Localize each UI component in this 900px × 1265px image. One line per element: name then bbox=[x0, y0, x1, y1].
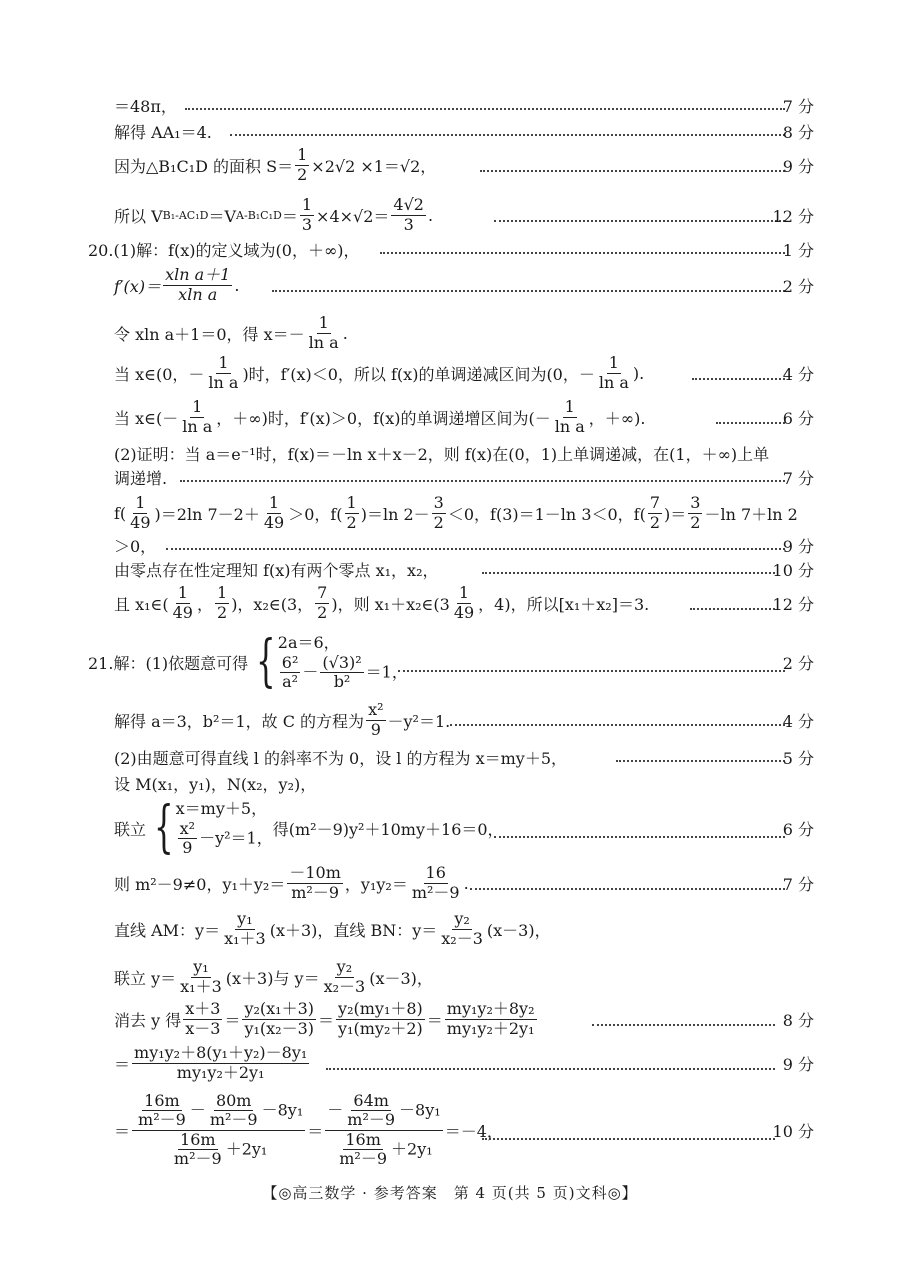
numerator: y₁ bbox=[237, 909, 253, 929]
denominator: 3 bbox=[301, 214, 313, 234]
numerator: 1 bbox=[135, 493, 146, 513]
fraction bbox=[439, 910, 485, 948]
text-part: . bbox=[234, 275, 240, 295]
denominator: 2 bbox=[690, 512, 701, 532]
score: 9 分 bbox=[782, 1054, 814, 1074]
fraction bbox=[345, 494, 359, 532]
denominator: my₁y₂＋2y₁ bbox=[446, 1018, 535, 1038]
line-text: ＝48π， bbox=[114, 96, 177, 116]
text-part: (x＋3)，直线 BN：y＝ bbox=[269, 920, 438, 940]
line-text bbox=[114, 1040, 311, 1086]
numerator: my₁y₂＋8y₂ bbox=[446, 999, 535, 1019]
numerator bbox=[325, 1092, 442, 1131]
denominator: ln a bbox=[182, 416, 213, 436]
system-row bbox=[176, 820, 273, 858]
text-part: 且 x₁∈( bbox=[114, 594, 169, 614]
denominator: x－3 bbox=[185, 1018, 221, 1038]
brace-icon: { bbox=[256, 628, 276, 694]
fraction bbox=[597, 354, 631, 392]
text-part: 得(m²－9)y²＋10my＋16＝0， bbox=[272, 819, 504, 839]
denominator: m²－9 bbox=[209, 1110, 258, 1130]
score: 4 分 bbox=[782, 711, 814, 731]
denominator: x₁＋3 bbox=[180, 976, 222, 996]
equation-system bbox=[146, 794, 273, 860]
fraction bbox=[410, 864, 462, 902]
text-part: 21.解：(1)依题意可得 bbox=[88, 653, 249, 673]
numerator: 1 bbox=[318, 313, 329, 333]
text-part: ＋2y₁ bbox=[225, 1138, 268, 1158]
denominator: x₂－3 bbox=[441, 928, 483, 948]
line-text: 由零点存在性定理知 f(x)有两个零点 x₁，x₂， bbox=[114, 560, 439, 580]
denominator: 49 bbox=[263, 512, 285, 532]
system-row: x＝my＋5， bbox=[175, 798, 268, 818]
text-part: －8y₁ bbox=[399, 1100, 441, 1120]
text-part: ＝1， bbox=[365, 661, 408, 681]
leader-dots bbox=[470, 860, 785, 906]
line-text bbox=[114, 860, 469, 906]
leader-dots bbox=[494, 790, 785, 866]
compound-fraction bbox=[132, 1092, 305, 1169]
fraction bbox=[280, 654, 301, 692]
text-part: － bbox=[327, 1100, 344, 1120]
denominator: m²－9 bbox=[411, 882, 460, 902]
system-row: 2a＝6， bbox=[277, 632, 340, 652]
fraction bbox=[445, 1000, 537, 1038]
line-text bbox=[114, 906, 551, 952]
numerator: －10m bbox=[289, 863, 341, 883]
denominator: ln a bbox=[308, 332, 339, 352]
fraction bbox=[171, 584, 195, 622]
text-part: ×4×√2＝ bbox=[316, 206, 390, 226]
brace-icon: { bbox=[154, 794, 174, 860]
text-part: 联立 y＝ bbox=[114, 968, 177, 988]
text-part: ，4)，所以[x₁＋x₂]＝3. bbox=[478, 594, 650, 614]
text-part: 所以 V bbox=[114, 206, 163, 226]
denominator: x₁＋3 bbox=[224, 928, 266, 948]
leader-dots bbox=[450, 698, 785, 742]
denominator: m²－9 bbox=[339, 1148, 388, 1168]
denominator: 9 bbox=[182, 837, 193, 857]
leader-dots bbox=[592, 996, 775, 1042]
text-part: 则 m²－9≠0，y₁＋y₂＝ bbox=[114, 874, 286, 894]
fraction bbox=[208, 1092, 260, 1130]
numerator: 1 bbox=[297, 145, 308, 165]
denominator: xln a bbox=[178, 284, 218, 304]
fraction bbox=[432, 494, 446, 532]
score: 7 分 bbox=[782, 96, 814, 116]
text-part: ＜0，f(3)＝1－ln 3＜0，f( bbox=[447, 504, 646, 524]
denominator: x₂－3 bbox=[323, 976, 366, 996]
score: 10 分 bbox=[772, 560, 814, 580]
score: 12 分 bbox=[772, 594, 814, 614]
line-6 bbox=[0, 262, 900, 308]
fraction bbox=[322, 958, 368, 996]
leader-dots bbox=[380, 232, 785, 266]
numerator bbox=[132, 1092, 305, 1131]
line-8 bbox=[0, 350, 900, 396]
numerator: 1 bbox=[192, 397, 203, 417]
numerator: xln a＋1 bbox=[165, 265, 231, 285]
denominator: 2 bbox=[217, 602, 228, 622]
fraction bbox=[295, 146, 309, 184]
line-text: 设 M(x₁，y₁)，N(x₂，y₂)， bbox=[114, 774, 317, 794]
line-text bbox=[114, 790, 504, 866]
text-part: ＝－4， bbox=[444, 1121, 503, 1141]
numerator: 1 bbox=[301, 195, 313, 215]
line-text bbox=[114, 394, 645, 440]
score: 9 分 bbox=[782, 536, 814, 556]
fraction bbox=[366, 701, 385, 739]
line-text: 20.(1)解：f(x)的定义域为(0，＋∞)， bbox=[88, 240, 360, 260]
line-text bbox=[114, 698, 450, 742]
numerator: 64m bbox=[353, 1090, 389, 1110]
numerator: 1 bbox=[564, 397, 575, 417]
fraction bbox=[648, 494, 662, 532]
leader-dots bbox=[692, 350, 785, 396]
denominator: m²－9 bbox=[291, 882, 340, 902]
text-part: － bbox=[189, 1100, 206, 1120]
leader-dots bbox=[272, 262, 785, 308]
line-text: (2)证明：当 a＝e⁻¹时，f(x)＝－ln x＋x－2，则 f(x)在(0，1)上单调递减，在(1，＋∞)上单 bbox=[114, 444, 770, 464]
line-5 bbox=[0, 232, 900, 266]
text-part: ＝ bbox=[318, 1010, 335, 1030]
score: 5 分 bbox=[782, 748, 814, 768]
text-part: 联立 bbox=[114, 819, 147, 839]
fraction bbox=[128, 494, 152, 532]
score: 6 分 bbox=[782, 819, 814, 839]
numerator: x² bbox=[179, 818, 196, 838]
denominator: 2 bbox=[317, 602, 328, 622]
denominator: 2 bbox=[346, 512, 357, 532]
numerator: 16m bbox=[180, 1129, 216, 1149]
denominator: ln a bbox=[598, 372, 629, 392]
fraction bbox=[222, 910, 268, 948]
text-part: ，＋∞). bbox=[588, 408, 646, 428]
denominator bbox=[333, 1131, 434, 1169]
line-17 bbox=[0, 698, 900, 742]
numerator: 7 bbox=[649, 493, 661, 513]
numerator: 4√2 bbox=[393, 195, 424, 215]
text-part: (x－3)， bbox=[369, 968, 433, 988]
text-part: f′(x)＝ bbox=[114, 276, 162, 296]
text-part: 当 x∈(0，－ bbox=[114, 364, 205, 384]
denominator: m²－9 bbox=[347, 1110, 396, 1130]
text-part: ＝ bbox=[224, 1010, 241, 1030]
leader-dots bbox=[180, 460, 785, 494]
denominator: b² bbox=[333, 671, 351, 691]
fraction bbox=[336, 1000, 425, 1038]
numerator: 6² bbox=[281, 652, 299, 672]
text-part: ＋2y₁ bbox=[391, 1138, 433, 1158]
leader-dots bbox=[480, 142, 785, 188]
compound-fraction bbox=[325, 1092, 442, 1169]
denominator: m²－9 bbox=[138, 1110, 186, 1130]
text-part: ＞0，f( bbox=[288, 504, 343, 524]
fraction bbox=[553, 398, 587, 436]
score: 8 分 bbox=[782, 1010, 814, 1030]
text-part: ＝ bbox=[307, 1121, 324, 1141]
numerator: 1 bbox=[177, 583, 188, 603]
denominator: 2 bbox=[433, 512, 444, 532]
line-11 bbox=[0, 460, 900, 494]
text-part: f( bbox=[114, 503, 127, 523]
text-part: 消去 y 得 bbox=[114, 1010, 182, 1030]
line-26 bbox=[0, 1090, 900, 1170]
leader-dots bbox=[482, 1090, 775, 1170]
text-part: 直线 AM：y＝ bbox=[114, 920, 221, 940]
score: 2 分 bbox=[782, 653, 814, 673]
text-part: 解得 a＝3，b²＝1，故 C 的方程为 bbox=[114, 711, 365, 731]
numerator: 80m bbox=[215, 1090, 252, 1110]
line-text: (2)由题意可得直线 l 的斜率不为 0，设 l 的方程为 x＝my＋5， bbox=[114, 748, 568, 768]
text-part: 令 xln a＋1＝0，得 x＝－ bbox=[114, 324, 305, 344]
denominator: 49 bbox=[130, 512, 151, 532]
line-text: 解得 AA₁＝4. bbox=[114, 122, 212, 142]
page-footer: 【◎高三数学 · 参考答案 第 4 页(共 5 页)文科◎】 bbox=[262, 1184, 638, 1202]
numerator: 1 bbox=[268, 493, 280, 513]
line-9 bbox=[0, 394, 900, 440]
score: 1 分 bbox=[782, 240, 814, 260]
numerator: y₂(my₁＋8) bbox=[338, 999, 423, 1019]
fraction bbox=[287, 864, 343, 902]
text-part: ，＋∞)时，f′(x)＞0，f(x)的单调递增区间为(－ bbox=[216, 408, 551, 428]
fraction bbox=[132, 1044, 309, 1082]
denominator: a² bbox=[282, 671, 299, 691]
fraction bbox=[178, 820, 197, 858]
numerator: y₂(x₁＋3) bbox=[244, 999, 315, 1019]
system-row bbox=[278, 654, 408, 692]
subscript: A-B₁C₁D bbox=[236, 208, 282, 222]
line-text bbox=[114, 954, 433, 1000]
fraction bbox=[391, 196, 426, 234]
denominator: my₁y₂＋2y₁ bbox=[176, 1062, 265, 1082]
numerator: 16m bbox=[144, 1090, 180, 1110]
line-23 bbox=[0, 954, 900, 1000]
line-text bbox=[114, 580, 649, 626]
text-part: ＝ bbox=[426, 1010, 443, 1030]
denominator: ln a bbox=[554, 416, 585, 436]
equation-system bbox=[248, 628, 408, 694]
fraction bbox=[172, 1131, 224, 1169]
line-text bbox=[114, 350, 644, 396]
fraction bbox=[215, 584, 229, 622]
denominator: 49 bbox=[453, 602, 475, 622]
line-text bbox=[114, 1090, 503, 1170]
numerator: x＋3 bbox=[185, 999, 221, 1019]
numerator: 1 bbox=[217, 583, 228, 603]
subscript: B₁-AC₁D bbox=[162, 208, 209, 222]
denominator: 2 bbox=[649, 512, 661, 532]
text-part: ＝V bbox=[208, 206, 237, 226]
denominator: y₁(my₂＋2) bbox=[338, 1018, 423, 1038]
fraction bbox=[178, 958, 224, 996]
fraction bbox=[337, 1131, 389, 1169]
fraction bbox=[180, 398, 214, 436]
line-15 bbox=[0, 580, 900, 626]
leader-dots bbox=[398, 624, 785, 700]
text-part: －ln 7＋ln 2 bbox=[704, 504, 798, 524]
line-20 bbox=[0, 790, 900, 866]
score: 10 分 bbox=[772, 1121, 814, 1141]
line-16 bbox=[0, 624, 900, 700]
numerator: 16m bbox=[345, 1129, 381, 1149]
fraction bbox=[300, 196, 314, 234]
fraction bbox=[206, 354, 240, 392]
score: 7 分 bbox=[782, 874, 814, 894]
text-part: )＝ bbox=[664, 504, 687, 524]
text-part: 因为△B₁C₁D 的面积 S＝ bbox=[114, 156, 294, 176]
leader-dots bbox=[716, 394, 785, 440]
text-part: )，x₂∈(3， bbox=[231, 594, 314, 614]
numerator: 1 bbox=[218, 353, 229, 373]
text-part: . bbox=[342, 323, 348, 343]
text-part: )＝ln 2－ bbox=[360, 504, 430, 524]
line-22 bbox=[0, 906, 900, 952]
score: 9 分 bbox=[782, 156, 814, 176]
line-25 bbox=[0, 1040, 900, 1086]
numerator: my₁y₂＋8(y₁＋y₂)－8y₁ bbox=[134, 1043, 308, 1063]
denominator: y₁(x₂－3) bbox=[244, 1018, 315, 1038]
score: 6 分 bbox=[782, 408, 814, 428]
text-part: )，则 x₁＋x₂∈(3 bbox=[331, 594, 450, 614]
text-part: － bbox=[302, 661, 319, 681]
line-24 bbox=[0, 996, 900, 1042]
fraction bbox=[452, 584, 476, 622]
numerator: 3 bbox=[690, 493, 701, 513]
leader-dots bbox=[326, 1040, 775, 1086]
numerator: (√3)² bbox=[322, 652, 362, 672]
line-text: 调递增. bbox=[114, 468, 168, 488]
text-part: ＝ bbox=[114, 1121, 131, 1141]
text-part: ＝ bbox=[281, 206, 298, 226]
text-part: )时，f′(x)＜0，所以 f(x)的单调递减区间为(0，－ bbox=[242, 364, 595, 384]
line-text bbox=[114, 142, 436, 188]
fraction bbox=[163, 266, 232, 304]
fraction bbox=[183, 1000, 222, 1038]
text-part: ， bbox=[196, 594, 213, 614]
line-text: ＞0， bbox=[114, 536, 157, 556]
numerator: 1 bbox=[458, 583, 470, 603]
fraction bbox=[320, 654, 363, 692]
text-part: －y²＝1. bbox=[387, 711, 451, 731]
numerator: y₂ bbox=[336, 957, 353, 977]
score: 7 分 bbox=[782, 468, 814, 488]
fraction bbox=[242, 1000, 316, 1038]
text-part: 当 x∈(－ bbox=[114, 408, 179, 428]
text-part: . bbox=[427, 205, 434, 225]
fraction bbox=[315, 584, 329, 622]
text-part: －8y₁ bbox=[261, 1100, 304, 1120]
text-part: )＝2ln 7－2＋ bbox=[154, 504, 260, 524]
fraction bbox=[262, 494, 286, 532]
numerator: y₂ bbox=[454, 909, 470, 929]
denominator: 49 bbox=[172, 602, 193, 622]
denominator: 2 bbox=[297, 164, 308, 184]
line-3 bbox=[0, 142, 900, 188]
line-text bbox=[114, 996, 539, 1042]
score: 4 分 bbox=[782, 364, 814, 384]
numerator: y₁ bbox=[193, 957, 209, 977]
numerator: 16 bbox=[425, 863, 446, 883]
line-text bbox=[114, 262, 239, 308]
fraction bbox=[345, 1092, 397, 1130]
numerator: 3 bbox=[433, 493, 444, 513]
text-part: ×2√2 ×1＝√2， bbox=[311, 156, 437, 176]
numerator: 1 bbox=[608, 353, 619, 373]
text-part: －y²＝1， bbox=[199, 827, 273, 847]
numerator: x² bbox=[368, 700, 384, 720]
fraction bbox=[307, 314, 341, 352]
text-part: . bbox=[463, 873, 469, 893]
text-part: (x＋3)与 y＝ bbox=[225, 968, 320, 988]
score: 8 分 bbox=[782, 122, 814, 142]
score: 12 分 bbox=[772, 206, 814, 226]
text-part: ＝ bbox=[114, 1054, 131, 1074]
denominator: 9 bbox=[370, 719, 381, 739]
text-part: (x－3)， bbox=[486, 920, 551, 940]
denominator bbox=[168, 1131, 269, 1169]
numerator: 7 bbox=[317, 583, 328, 603]
fraction bbox=[688, 494, 702, 532]
denominator: m²－9 bbox=[173, 1148, 222, 1168]
text-part: ). bbox=[632, 363, 645, 383]
numerator: 1 bbox=[346, 493, 357, 513]
denominator: 3 bbox=[403, 214, 414, 234]
line-21 bbox=[0, 860, 900, 906]
leader-dots bbox=[690, 580, 775, 626]
text-part: ，y₁y₂＝ bbox=[344, 874, 408, 894]
line-text bbox=[88, 624, 408, 700]
denominator: ln a bbox=[208, 372, 239, 392]
fraction bbox=[136, 1092, 188, 1130]
score: 2 分 bbox=[782, 276, 814, 296]
